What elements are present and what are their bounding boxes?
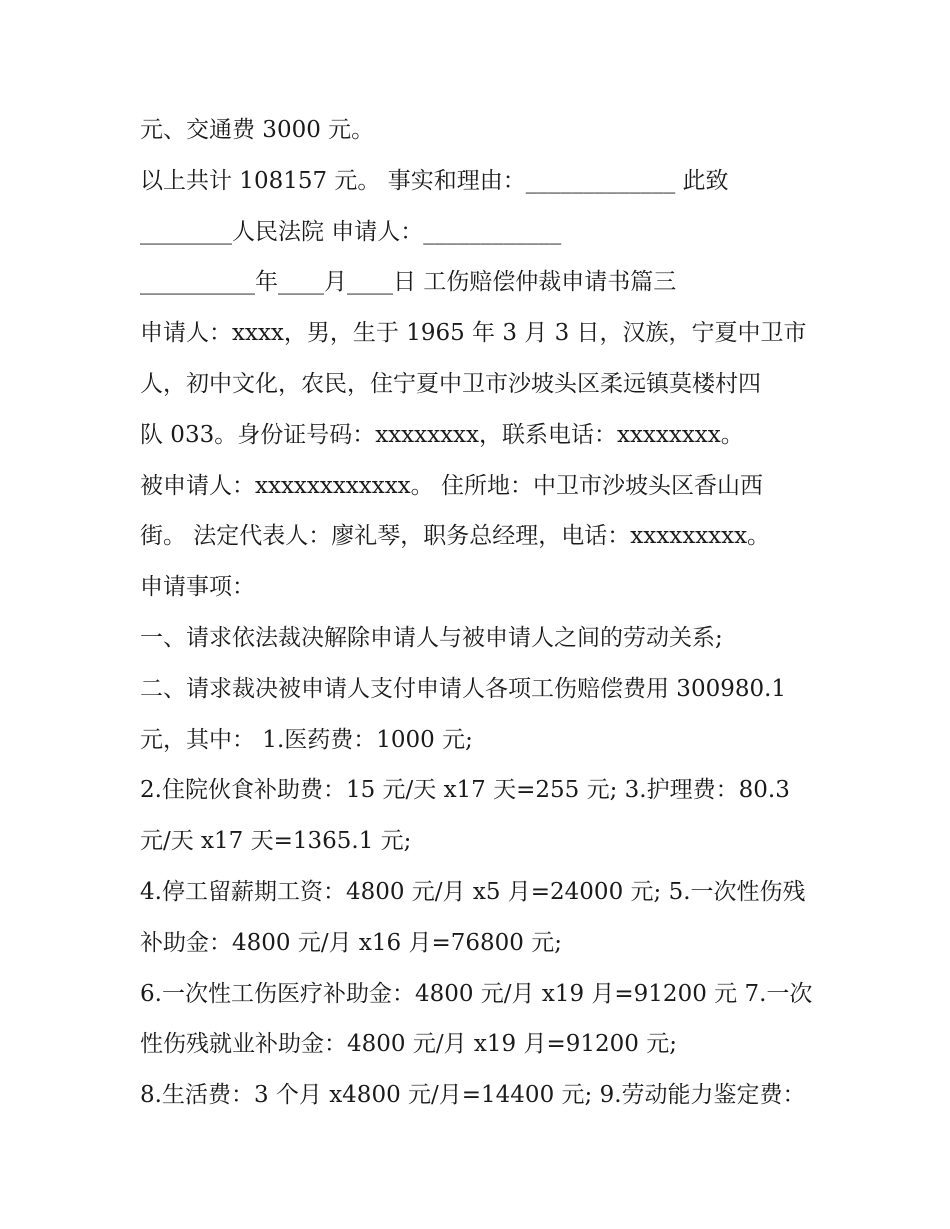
text-line: 街。 法定代表人：廖礼琴，职务总经理，电话：xxxxxxxxx。 (140, 523, 771, 550)
text-line: ________人民法院 申请人：____________ (140, 218, 562, 245)
text-line: 元、交通费 3000 元。 (140, 117, 375, 143)
text-line: 申请人：xxxx，男，生于 1965 年 3 月 3 日，汉族，宁夏中卫市 (140, 320, 807, 347)
text-line: 元/天 x17 天=1365.1 元; (140, 828, 412, 855)
section-heading-line: __________年____月____日 工伤赔偿仲裁申请书篇三 (140, 269, 677, 296)
text-line: 二、请求裁决被申请人支付申请人各项工伤赔偿费用 300980.1 (140, 675, 787, 702)
text-line: 一、请求依法裁决解除申请人与被申请人之间的劳动关系; (140, 624, 723, 651)
text-line: 6.一次性工伤医疗补助金：4800 元/月 x19 月=91200 元 7.一次 (140, 980, 813, 1007)
text-line: 被申请人：xxxxxxxxxxxx。 住所地：中卫市沙坡头区香山西 (140, 472, 763, 499)
text-line: 2.住院伙食补助费：15 元/天 x17 天=255 元; 3.护理费：80.3 (140, 777, 790, 804)
text-line: 8.生活费：3 个月 x4800 元/月=14400 元; 9.劳动能力鉴定费： (140, 1082, 806, 1109)
text-line: 补助金：4800 元/月 x16 月=76800 元; (140, 929, 562, 956)
text-line: 4.停工留薪期工资：4800 元/月 x5 月=24000 元; 5.一次性伤残 (140, 878, 806, 905)
text-line: 人，初中文化，农民，住宁夏中卫市沙坡头区柔远镇莫楼村四 (140, 370, 761, 397)
text-line: 申请事项： (140, 574, 255, 601)
text-line: 性伤残就业补助金：4800 元/月 x19 月=91200 元; (140, 1031, 677, 1058)
text-line: 元，其中： 1.医药费：1000 元; (140, 726, 473, 753)
text-line: 队 033。身份证号码：xxxxxxxx，联系电话：xxxxxxxx。 (140, 421, 744, 448)
document-body (140, 105, 820, 1121)
text-line: 以上共计 108157 元。 事实和理由：_____________ 此致 (140, 167, 729, 194)
